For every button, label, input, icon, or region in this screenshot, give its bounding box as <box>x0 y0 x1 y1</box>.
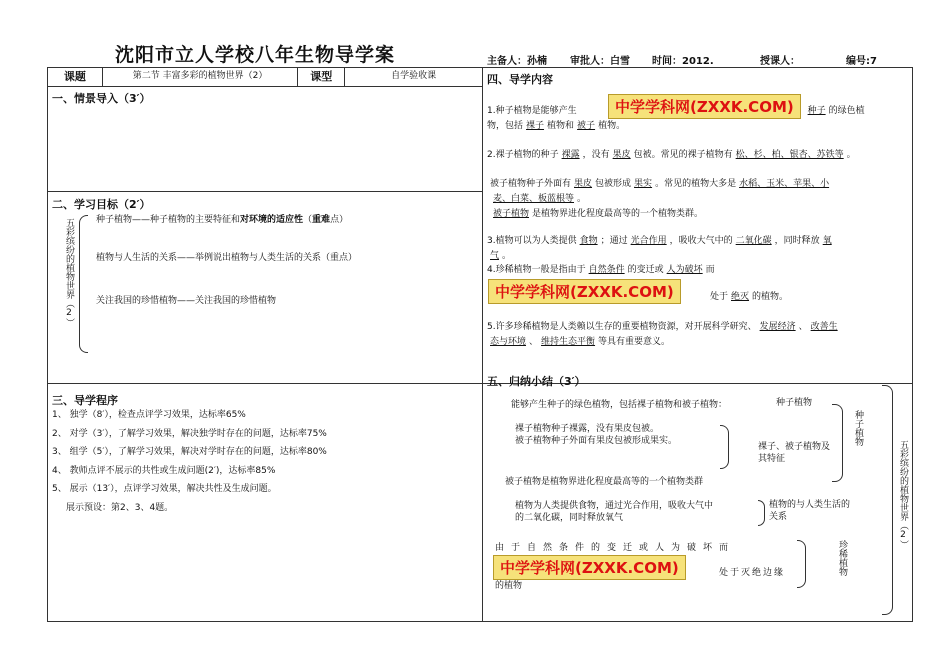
procedure-steps <box>52 406 327 517</box>
question-4: 4.珍稀植物一般是指由于 自然条件 的变迁或 人为破坏 而 <box>487 265 715 275</box>
section-procedure: 三、导学程序 <box>52 394 118 407</box>
goals-brace <box>79 215 88 353</box>
map-brace-4 <box>758 500 765 526</box>
map-tag-4: 植物的与人类生活的关系 <box>769 500 851 522</box>
summary-brace <box>882 385 893 615</box>
map-brace-5 <box>797 540 806 588</box>
goal-3: 关注我国的珍惜植物——关注我国的珍惜植物 <box>96 296 277 306</box>
doc-number: 编号:7 <box>846 56 877 67</box>
step-3: 3、 组学（5′），了解学习效果，解决对学时存在的问题，达标率80% <box>52 447 327 457</box>
step-5: 5、 展示（13′），点评学习效果，解决共性及生成问题。 <box>52 484 277 494</box>
question-2: 2.裸子植物的种子 裸露 ，没有 果皮 包被。常见的裸子植物有 松、杉、柏、银杏、苏铁等 。 <box>487 150 856 160</box>
section-summary: 五、归纳小结（3′） <box>487 375 586 388</box>
map-tag-2: 裸子、被子植物及其特征 <box>758 442 831 464</box>
page-title: 沈阳市立人学校八年生物导学案 <box>115 44 396 66</box>
map-tag-1: 种子植物 <box>776 398 813 408</box>
goal-1: 种子植物——种子植物的主要特征和对环境的适应性（重难点） <box>96 215 349 225</box>
map-node-5b: 处于灭绝边缘 <box>719 568 786 578</box>
topic-label: 课题 <box>48 68 103 87</box>
summary-side-title: 五彩缤纷的植物世界（2） <box>898 440 908 549</box>
section-goals: 二、学习目标（2′） <box>52 198 151 211</box>
watermark-1: 中学学科网(ZXXK.COM) <box>608 94 801 119</box>
map-node-3: 被子植物是植物界进化程度最高等的一个植物类群 <box>505 477 704 487</box>
question-3: 3.植物可以为人类提供 食物 ；通过 光合作用 ，吸收大气中的 二氧化碳 ，同时释放 氧 气 。 <box>487 236 832 261</box>
section-scene-intro: 一、情景导入（3′） <box>52 92 151 105</box>
question-5: 5.许多珍稀植物是人类赖以生存的重要植物资源，对开展科学研究、 发展经济 、 改善生 态与环境 、 维持生态平衡 等具有重要意义。 <box>487 322 838 347</box>
topic-value: 第二节 丰富多彩的植物世界（2） <box>102 68 298 87</box>
type-value: 自学验收课 <box>345 68 483 87</box>
date: 时间：2012. <box>652 56 714 67</box>
preparer: 主备人：孙楠 <box>487 56 547 67</box>
goal-2: 植物与人生活的关系——举例说出植物与人类生活的关系（重点） <box>96 253 358 263</box>
step-2: 2、 对学（3′），了解学习效果，解决独学时存在的问题，达标率75% <box>52 428 327 439</box>
teacher: 授课人： <box>760 56 800 67</box>
watermark-2: 中学学科网(ZXXK.COM) <box>488 279 681 304</box>
reviewer: 审批人：白雪 <box>570 56 630 67</box>
step-1: 1、 独学（8′），检查点评学习效果，达标率65% <box>52 410 246 420</box>
map-brace-2 <box>720 425 729 469</box>
goals-side-title: 五彩缤纷的植物世界（2） <box>64 218 74 327</box>
map-node-2: 裸子植物种子裸露，没有果皮包被。 被子植物种子外面有果皮包被形成果实。 <box>515 424 678 446</box>
map-brace-group <box>832 404 843 482</box>
map-node-1: 能够产生种子的绿色植物，包括裸子植物和被子植物： <box>511 400 728 410</box>
watermark-3: 中学学科网(ZXXK.COM) <box>493 555 686 580</box>
question-2b: 被子植物种子外面有 果皮 包被形成 果实 。常见的植物大多是 水稻、玉米、苹果、小 麦、白菜、板蓝根等 。 被子植物 是植物界进化程度最高等的一个植物类群。 <box>490 179 830 219</box>
map-node-5: 由于自然条件的变迁或人为破坏而 <box>495 543 736 553</box>
map-tag-5: 珍稀植物 <box>837 540 847 576</box>
preset-note: 展示预设：第2、3、4题。 <box>66 502 174 513</box>
map-node-5c: 的植物 <box>495 581 523 591</box>
step-4: 4、 教师点评不展示的共性或生成问题(2′)，达标率85% <box>52 465 276 476</box>
map-node-4: 植物为人类提供食物，通过光合作用，吸收大气中 的二氧化碳，同时释放氧气 <box>515 501 714 523</box>
section-guide-content: 四、导学内容 <box>487 73 553 86</box>
question-1: 1.种子植物是能够产生 种子 的绿色植 物，包括 裸子 植物和 被子 植物。 <box>487 106 865 131</box>
question-4b: 处于 绝灭 的植物。 <box>710 292 789 302</box>
map-group-1: 种子植物 <box>853 410 863 446</box>
type-label: 课型 <box>298 68 345 87</box>
